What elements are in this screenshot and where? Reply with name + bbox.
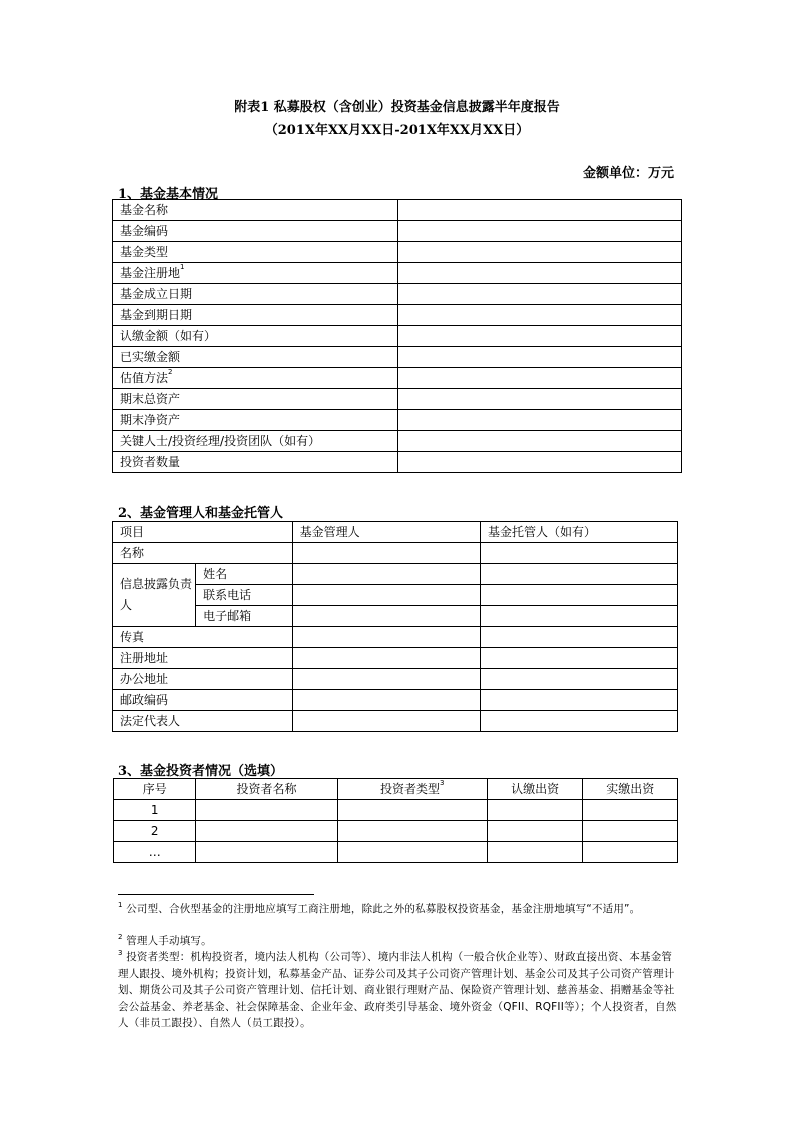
row-label	[113, 326, 398, 347]
investor-cell[interactable]	[583, 821, 678, 842]
footnote-ref: 3	[440, 779, 445, 787]
table-row	[113, 452, 682, 473]
manager-cell[interactable]	[292, 564, 480, 585]
header-item: 项目	[113, 522, 293, 543]
row-label	[113, 431, 398, 452]
table-row	[113, 410, 682, 431]
row-label-text: 关键人士/投资经理/投资团队（如有）	[120, 434, 321, 448]
custodian-cell[interactable]	[481, 543, 678, 564]
row-label-text: 基金注册地	[120, 266, 181, 280]
value-cell[interactable]	[398, 200, 682, 221]
row-label-text: 投资者数量	[120, 455, 181, 469]
investor-cell[interactable]	[487, 842, 583, 863]
header-custodian: 基金托管人（如有）	[481, 522, 678, 543]
row-label-phone: 联系电话	[196, 585, 292, 606]
row-label-text: 已实缴金额	[120, 350, 181, 364]
custodian-cell[interactable]	[481, 585, 678, 606]
manager-cell[interactable]	[292, 627, 480, 648]
row-label	[113, 389, 398, 410]
row-label-text: 基金成立日期	[120, 287, 193, 301]
footnote-mark: 2	[118, 933, 123, 941]
custodian-cell[interactable]	[481, 690, 678, 711]
header-investor-type-label: 投资者类型	[380, 782, 441, 796]
table-row	[113, 221, 682, 242]
investor-cell[interactable]	[583, 842, 678, 863]
row-label-fax: 传真	[113, 627, 293, 648]
value-cell[interactable]	[398, 284, 682, 305]
table-row	[113, 305, 682, 326]
table-row	[114, 821, 678, 842]
footnote-mark: 3	[118, 949, 123, 957]
footnote-separator	[118, 894, 314, 895]
header-paid-in: 实缴出资	[583, 779, 678, 800]
value-cell[interactable]	[398, 305, 682, 326]
investor-cell[interactable]	[487, 800, 583, 821]
row-label-text: 期末净资产	[120, 413, 181, 427]
row-label	[113, 305, 398, 326]
row-label-text: 基金名称	[120, 203, 169, 217]
custodian-cell[interactable]	[481, 564, 678, 585]
row-label	[113, 452, 398, 473]
section3-heading: 3、基金投资者情况（选填）	[118, 764, 284, 779]
row-label	[113, 368, 398, 389]
investor-cell[interactable]	[196, 821, 337, 842]
table-row	[113, 284, 682, 305]
row-label	[113, 200, 398, 221]
fund-basic-info-table	[112, 199, 682, 473]
table-row	[113, 242, 682, 263]
amount-unit: 金额单位：万元	[582, 166, 674, 181]
table-row	[113, 326, 682, 347]
custodian-cell[interactable]	[481, 669, 678, 690]
footnote-text: 管理人手动填写。	[126, 935, 212, 947]
manager-cell[interactable]	[292, 669, 480, 690]
table-row	[113, 431, 682, 452]
manager-cell[interactable]	[292, 543, 480, 564]
row-label-text: 基金到期日期	[120, 308, 193, 322]
value-cell[interactable]	[398, 410, 682, 431]
investor-cell[interactable]	[583, 800, 678, 821]
value-cell[interactable]	[398, 368, 682, 389]
footnote-ref: 1	[180, 263, 185, 271]
value-cell[interactable]	[398, 431, 682, 452]
investor-cell[interactable]	[337, 800, 487, 821]
header-investor-type	[337, 779, 487, 800]
header-manager: 基金管理人	[292, 522, 480, 543]
footnote-3	[118, 949, 680, 1032]
table-row	[113, 200, 682, 221]
custodian-cell[interactable]	[481, 711, 678, 732]
investor-cell[interactable]	[337, 821, 487, 842]
row-label	[113, 242, 398, 263]
investor-table	[113, 778, 678, 863]
contact-group-label: 信息披露负责人	[113, 564, 196, 627]
manager-cell[interactable]	[292, 711, 480, 732]
manager-cell[interactable]	[292, 585, 480, 606]
footnote-text: 公司型、合伙型基金的注册地应填写工商注册地，除此之外的私募股权投资基金，基金注册地填写“不适用”。	[126, 903, 641, 915]
custodian-cell[interactable]	[481, 648, 678, 669]
custodian-cell[interactable]	[481, 606, 678, 627]
section1-heading: 1、基金基本情况	[118, 187, 219, 202]
manager-cell[interactable]	[292, 606, 480, 627]
value-cell[interactable]	[398, 326, 682, 347]
row-label-text: 基金编码	[120, 224, 169, 238]
row-label-text: 估值方法	[120, 371, 169, 385]
row-label-postcode: 邮政编码	[113, 690, 293, 711]
row-label-office-address: 办公地址	[113, 669, 293, 690]
footnote-ref: 2	[168, 368, 173, 376]
manager-cell[interactable]	[292, 690, 480, 711]
row-label-name: 名称	[113, 543, 293, 564]
row-label	[113, 263, 398, 284]
table-row	[114, 800, 678, 821]
investor-cell[interactable]	[337, 842, 487, 863]
row-label	[113, 347, 398, 368]
header-seq: 序号	[114, 779, 196, 800]
row-label	[113, 410, 398, 431]
seq-cell: 2	[114, 821, 196, 842]
table-row	[113, 347, 682, 368]
investor-cell[interactable]	[196, 800, 337, 821]
table-row	[113, 389, 682, 410]
row-label-text: 基金类型	[120, 245, 169, 259]
investor-cell[interactable]	[196, 842, 337, 863]
report-period: （201X年XX月XX日-201X年XX月XX日）	[264, 123, 530, 138]
row-label-text: 认缴金额（如有）	[120, 329, 217, 343]
footnote-mark: 1	[118, 901, 123, 909]
row-label-text: 期末总资产	[120, 392, 181, 406]
section2-heading: 2、基金管理人和基金托管人	[118, 506, 284, 521]
row-label	[113, 284, 398, 305]
footnote-2	[118, 933, 680, 950]
value-cell[interactable]	[398, 347, 682, 368]
value-cell[interactable]	[398, 242, 682, 263]
header-subscribed: 认缴出资	[487, 779, 583, 800]
investor-cell[interactable]	[487, 821, 583, 842]
row-label-email: 电子邮箱	[196, 606, 292, 627]
value-cell[interactable]	[398, 389, 682, 410]
manager-custodian-table	[112, 521, 678, 732]
table-row	[114, 842, 678, 863]
seq-cell: …	[114, 842, 196, 863]
report-title: 附表1 私募股权（含创业）投资基金信息披露半年度报告	[234, 100, 560, 115]
row-label	[113, 221, 398, 242]
footnote-1	[118, 901, 680, 918]
manager-cell[interactable]	[292, 648, 480, 669]
table-row	[113, 263, 682, 284]
row-label-registered-address: 注册地址	[113, 648, 293, 669]
table-row	[113, 368, 682, 389]
seq-cell: 1	[114, 800, 196, 821]
header-investor-name: 投资者名称	[196, 779, 337, 800]
value-cell[interactable]	[398, 263, 682, 284]
row-label-contact-name: 姓名	[196, 564, 292, 585]
row-label-legal-rep: 法定代表人	[113, 711, 293, 732]
value-cell[interactable]	[398, 452, 682, 473]
custodian-cell[interactable]	[481, 627, 678, 648]
footnote-text: 投资者类型：机构投资者，境内法人机构（公司等）、境内非法人机构（一般合伙企业等）、财政直接出资、本基金管理人跟投、境外机构；投资计划，私募基金产品、证券公司及其子公司资产管理计划、基金公司及其子公司资产管理计划、期货公司及其子公司资产管理计划、信托计划、商业银行理财产品、保险资产管理计划、慈善基金、捐赠基金等社会公益基金、养老基金、社会保障基金、企业年金、政府类引导基金、境外资金（QFII、RQFII等）；个人投资者，自然人（非员工跟投）、自然人（员工跟投）。	[118, 951, 677, 1029]
value-cell[interactable]	[398, 221, 682, 242]
